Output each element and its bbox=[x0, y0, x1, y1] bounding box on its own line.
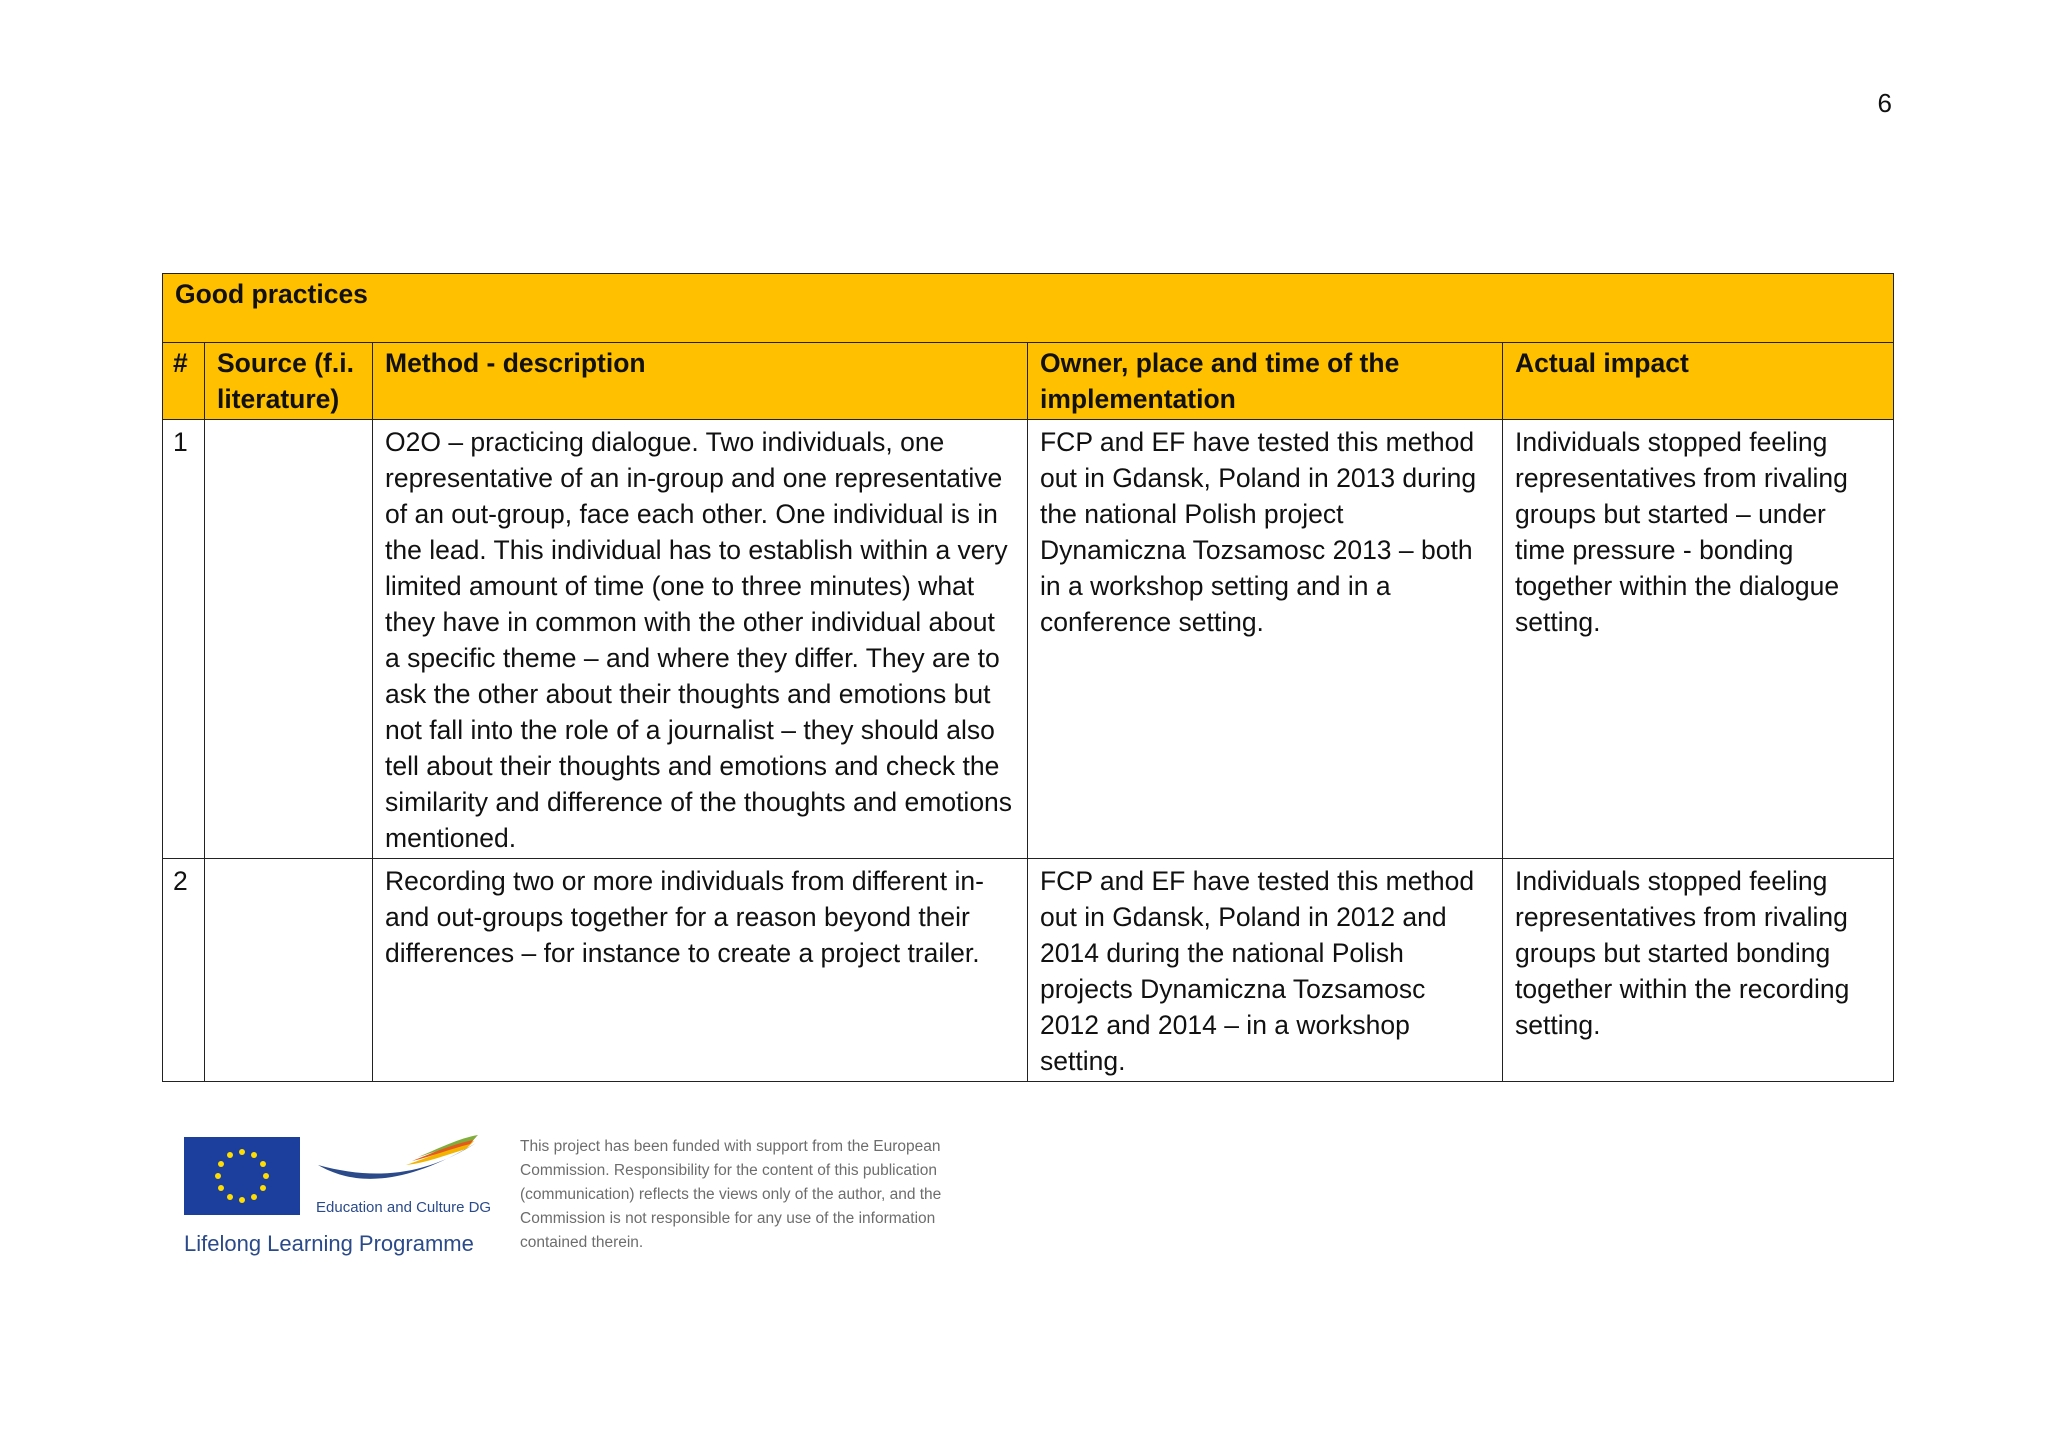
disclaimer-line: This project has been funded with support from the European bbox=[520, 1138, 941, 1155]
row-method: Recording two or more individuals from different in- and out-groups together for a reason beyond their differences – for instance to create a project trailer. bbox=[373, 859, 1028, 1082]
row-owner: FCP and EF have tested this method out in Gdansk, Poland in 2012 and 2014 during the national Polish projects Dynamiczna Tozsamosc 2012 and 2014 – in a workshop setting. bbox=[1028, 859, 1503, 1082]
disclaimer-line: (communication) reflects the views only of the author, and the bbox=[520, 1186, 942, 1203]
disclaimer-line: contained therein. bbox=[520, 1234, 644, 1251]
row-method: O2O – practicing dialogue. Two individuals, one representative of an in-group and one representative of an out-group, face each other. One individual is in the lead. This individual has to establish within a very limited amount of time (one to three minutes) what they have in common with the other individual about a specific theme – and where they differ. They are to ask the other about their thoughts and emotions but not fall into the role of a journalist – they should also tell about their thoughts and emotions and check the similarity and difference of the thoughts and emotions mentioned. bbox=[373, 420, 1028, 859]
funding-footer bbox=[184, 1135, 974, 1270]
disclaimer-line: Commission is not responsible for any use of the information bbox=[520, 1210, 936, 1227]
table-row bbox=[163, 420, 1894, 859]
page-number: 6 bbox=[1877, 88, 1892, 118]
header-owner: Owner, place and time of the implementation bbox=[1028, 343, 1503, 420]
eu-flag-icon bbox=[184, 1137, 300, 1215]
header-source: Source (f.i. literature) bbox=[205, 343, 373, 420]
table-row bbox=[163, 859, 1894, 1082]
disclaimer-line: Commission. Responsibility for the content of this publication bbox=[520, 1162, 937, 1179]
row-impact: Individuals stopped feeling representatives from rivaling groups but started – under time pressure - bonding together within the dialogue setting. bbox=[1503, 420, 1894, 859]
funding-disclaimer bbox=[520, 1135, 970, 1255]
row-number: 1 bbox=[163, 420, 205, 859]
table-title: Good practices bbox=[163, 274, 1894, 343]
good-practices-table bbox=[162, 273, 1894, 1082]
row-impact: Individuals stopped feeling representatives from rivaling groups but started bonding together within the recording setting. bbox=[1503, 859, 1894, 1082]
lifelong-learning-label: Lifelong Learning Programme bbox=[184, 1231, 474, 1256]
row-owner: FCP and EF have tested this method out in Gdansk, Poland in 2013 during the national Polish project Dynamiczna Tozsamosc 2013 – both in a workshop setting and in a conference setting. bbox=[1028, 420, 1503, 859]
swoosh-icon bbox=[316, 1135, 506, 1197]
header-number: # bbox=[163, 343, 205, 420]
eu-flag-logo bbox=[184, 1137, 300, 1215]
row-source bbox=[205, 420, 373, 859]
table-title-row bbox=[163, 274, 1894, 343]
header-impact: Actual impact bbox=[1503, 343, 1894, 420]
header-method: Method - description bbox=[373, 343, 1028, 420]
row-source bbox=[205, 859, 373, 1082]
education-culture-label: Education and Culture DG bbox=[316, 1199, 492, 1216]
table-header-row bbox=[163, 343, 1894, 420]
row-number: 2 bbox=[163, 859, 205, 1082]
